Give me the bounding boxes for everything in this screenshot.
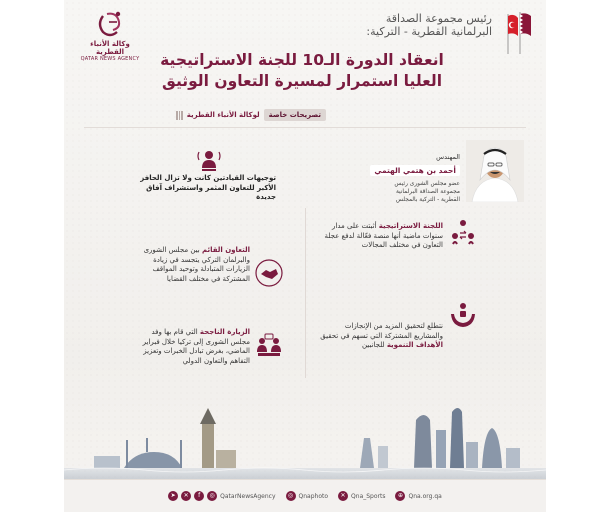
- facebook-icon[interactable]: f: [194, 491, 204, 501]
- strategic-committee-block: [319, 222, 443, 251]
- handle-qatarnewsagency[interactable]: QatarNewsAgency: [220, 492, 276, 500]
- achievements-text: نتطلع لتحقيق المزيد من الإنجازات والمشاريع المشتركة التي تسهم في تحقيق: [320, 322, 443, 340]
- special-statements-badge: تصريحات خاصة: [264, 109, 326, 121]
- person-title: المهندس: [436, 153, 460, 161]
- cooperation-block: [130, 246, 250, 284]
- flags-icon: [498, 10, 532, 54]
- social-qnasports[interactable]: [338, 491, 385, 501]
- top-statement: توجيهات القيادتين كانت ولا تزال الحافز الأكبر للتعاون المثمر واستشراف آفاق جديدة: [140, 174, 276, 201]
- x-icon[interactable]: ✕: [181, 491, 191, 501]
- x-icon[interactable]: ✕: [338, 491, 348, 501]
- speaker-icon: [194, 146, 224, 176]
- footer: [64, 479, 546, 512]
- headline: [82, 50, 522, 92]
- badge-row: [176, 108, 326, 122]
- successful-visit-text: التي قام بها وفد مجلس الشورى إلى تركيا خلال فبراير الماضي، بغرض تبادل الخبرات وتعزيز التفاهم والتعاون الدولي: [142, 328, 250, 365]
- person-photo: [466, 140, 524, 202]
- decorative-bars-icon: [176, 111, 183, 120]
- successful-visit-block: [130, 328, 250, 366]
- handle-qnasports[interactable]: Qna_Sports: [351, 492, 386, 500]
- handle-qnaphoto[interactable]: Qnaphoto: [298, 492, 329, 500]
- headline-line1: انعقاد الدورة الـ10 للجنة الاستراتيجية: [160, 51, 444, 69]
- strategic-committee-text: أثبتت على مدار سنوات ماضية أنها منصة فعّالة لدفع عجلة التعاون في مختلف المجالات: [324, 222, 443, 249]
- social-website[interactable]: [395, 491, 441, 501]
- subtitle-line2: البرلمانية القطرية - التركية:: [366, 25, 492, 38]
- cooperation-highlight: التعاون القائم: [201, 246, 250, 254]
- globe-icon[interactable]: ⊕: [395, 491, 405, 501]
- subtitle: [366, 12, 492, 38]
- instagram-icon[interactable]: ◎: [286, 491, 296, 501]
- agency-name-ar: وكالة الأنباء القطرية: [90, 40, 130, 56]
- strategic-committee-highlight: اللجنة الاستراتيجية: [378, 222, 443, 230]
- qna-logo-icon: [93, 8, 127, 42]
- achievements-block: [319, 322, 443, 351]
- hands-growth-icon: [448, 300, 478, 330]
- person-role: عضو مجلس الشورى رئيس مجموعة الصداقة البرلمانية القطرية - التركية بالمجلس: [394, 181, 460, 203]
- cooperation-text: بين مجلس الشورى والبرلمان التركي يتجسد في زيادة الزيارات المتبادلة وتوحيد المواقف المشتركة في مختلف القضايا: [143, 246, 250, 283]
- successful-visit-highlight: الزيارة الناجحة: [199, 328, 250, 336]
- skyline-illustration: [64, 390, 546, 480]
- social-x-instagram-facebook[interactable]: [168, 491, 275, 501]
- achievements-highlight: الأهداف التنموية: [386, 341, 443, 349]
- achievements-text-end: للجانبين: [361, 341, 385, 349]
- agency-name-en: QATAR NEWS AGENCY: [80, 56, 140, 62]
- telegram-icon[interactable]: ➤: [168, 491, 178, 501]
- divider: [84, 127, 526, 128]
- subtitle-line1: رئيس مجموعة الصداقة: [385, 12, 492, 25]
- badge-source: لوكالة الأنباء القطرية: [186, 111, 260, 119]
- handle-website[interactable]: Qna.org.qa: [408, 492, 442, 500]
- person-name: أحمد بن هتمي الهتمي: [370, 165, 460, 176]
- infographic-card: [64, 0, 546, 512]
- instagram-icon[interactable]: ◎: [207, 491, 217, 501]
- column-divider: [305, 208, 306, 378]
- meeting-icon: [254, 332, 284, 362]
- social-qnaphoto[interactable]: [286, 491, 329, 501]
- person-card: [364, 140, 524, 210]
- handshake-icon: [254, 258, 284, 288]
- strategy-icon: [448, 216, 478, 246]
- headline-line2: العليا استمرار لمسيرة التعاون الوثيق: [161, 72, 443, 90]
